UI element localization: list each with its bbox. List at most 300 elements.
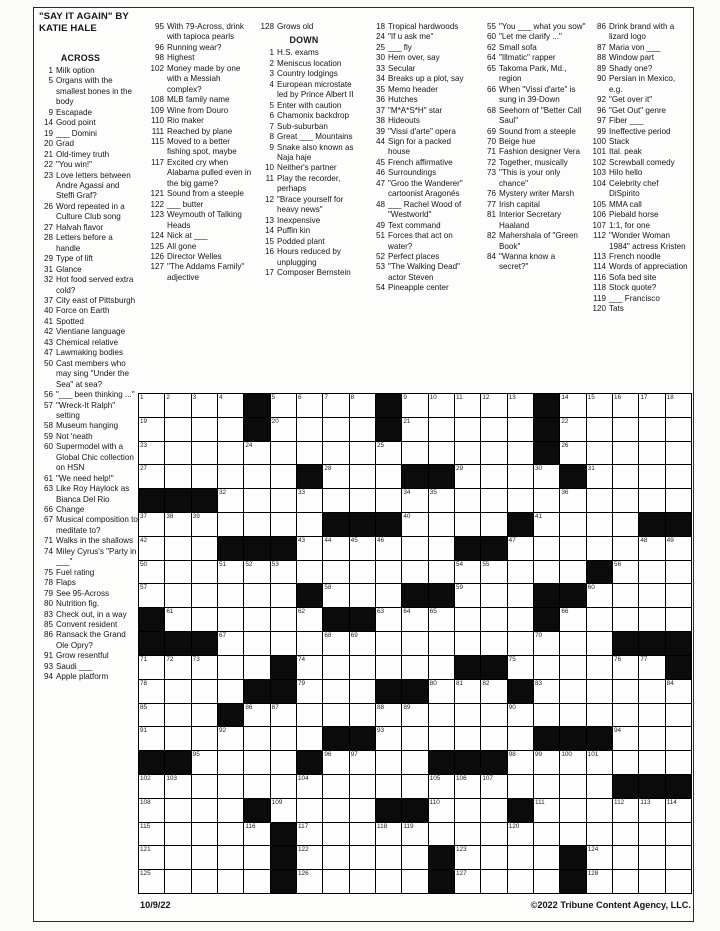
grid-cell[interactable]: [455, 727, 481, 751]
grid-cell[interactable]: [587, 513, 613, 537]
grid-cell[interactable]: [192, 656, 218, 680]
grid-cell[interactable]: [587, 751, 613, 775]
grid-cell[interactable]: [323, 465, 349, 489]
grid-cell[interactable]: [323, 775, 349, 799]
grid-cell[interactable]: [560, 608, 586, 632]
grid-cell[interactable]: [165, 799, 191, 823]
grid-cell[interactable]: [402, 394, 428, 418]
grid-cell[interactable]: [587, 608, 613, 632]
grid-cell[interactable]: [481, 442, 507, 466]
grid-cell[interactable]: [402, 489, 428, 513]
grid-cell[interactable]: [192, 704, 218, 728]
grid-cell[interactable]: [613, 799, 639, 823]
grid-cell[interactable]: [165, 846, 191, 870]
grid-cell[interactable]: [376, 584, 402, 608]
grid-cell[interactable]: [508, 561, 534, 585]
grid-cell[interactable]: [639, 751, 665, 775]
grid-cell[interactable]: [429, 727, 455, 751]
grid-cell[interactable]: [639, 608, 665, 632]
grid-cell[interactable]: [165, 680, 191, 704]
grid-cell[interactable]: [165, 418, 191, 442]
grid-cell[interactable]: [429, 418, 455, 442]
grid-cell[interactable]: [297, 656, 323, 680]
grid-cell[interactable]: [429, 537, 455, 561]
grid-cell[interactable]: [244, 751, 270, 775]
grid-cell[interactable]: [323, 680, 349, 704]
grid-cell[interactable]: [218, 465, 244, 489]
grid-cell[interactable]: [639, 489, 665, 513]
grid-cell[interactable]: [297, 418, 323, 442]
grid-cell[interactable]: [560, 704, 586, 728]
grid-cell[interactable]: [376, 656, 402, 680]
grid-cell[interactable]: [139, 418, 165, 442]
grid-cell[interactable]: [666, 537, 692, 561]
grid-cell[interactable]: [402, 656, 428, 680]
grid-cell[interactable]: [455, 442, 481, 466]
grid-cell[interactable]: [192, 846, 218, 870]
grid-cell[interactable]: [639, 680, 665, 704]
grid-cell[interactable]: [139, 584, 165, 608]
grid-cell[interactable]: [297, 632, 323, 656]
grid-cell[interactable]: [350, 465, 376, 489]
grid-cell[interactable]: [481, 846, 507, 870]
grid-cell[interactable]: [376, 727, 402, 751]
grid-cell[interactable]: [560, 394, 586, 418]
grid-cell[interactable]: [613, 489, 639, 513]
grid-cell[interactable]: [376, 537, 402, 561]
grid-cell[interactable]: [192, 727, 218, 751]
grid-cell[interactable]: [560, 775, 586, 799]
grid-cell[interactable]: [297, 608, 323, 632]
grid-cell[interactable]: [350, 775, 376, 799]
grid-cell[interactable]: [271, 608, 297, 632]
grid-cell[interactable]: [139, 656, 165, 680]
grid-cell[interactable]: [481, 418, 507, 442]
grid-cell[interactable]: [350, 823, 376, 847]
grid-cell[interactable]: [244, 632, 270, 656]
grid-cell[interactable]: [666, 823, 692, 847]
grid-cell[interactable]: [560, 513, 586, 537]
grid-cell[interactable]: [297, 846, 323, 870]
grid-cell[interactable]: [639, 846, 665, 870]
grid-cell[interactable]: [297, 775, 323, 799]
grid-cell[interactable]: [139, 846, 165, 870]
grid-cell[interactable]: [402, 561, 428, 585]
grid-cell[interactable]: [218, 442, 244, 466]
grid-cell[interactable]: [218, 656, 244, 680]
grid-cell[interactable]: [402, 775, 428, 799]
grid-cell[interactable]: [271, 632, 297, 656]
grid-cell[interactable]: [323, 751, 349, 775]
grid-cell[interactable]: [244, 561, 270, 585]
grid-cell[interactable]: [560, 561, 586, 585]
grid-cell[interactable]: [429, 489, 455, 513]
grid-cell[interactable]: [218, 394, 244, 418]
grid-cell[interactable]: [560, 418, 586, 442]
grid-cell[interactable]: [192, 465, 218, 489]
grid-cell[interactable]: [297, 799, 323, 823]
grid-cell[interactable]: [560, 489, 586, 513]
grid-cell[interactable]: [455, 465, 481, 489]
grid-cell[interactable]: [587, 394, 613, 418]
grid-cell[interactable]: [165, 823, 191, 847]
grid-cell[interactable]: [481, 870, 507, 894]
grid-cell[interactable]: [350, 632, 376, 656]
grid-cell[interactable]: [613, 561, 639, 585]
grid-cell[interactable]: [587, 442, 613, 466]
grid-cell[interactable]: [587, 418, 613, 442]
grid-cell[interactable]: [218, 823, 244, 847]
grid-cell[interactable]: [560, 799, 586, 823]
grid-cell[interactable]: [560, 442, 586, 466]
grid-cell[interactable]: [666, 846, 692, 870]
grid-cell[interactable]: [481, 584, 507, 608]
grid-cell[interactable]: [271, 465, 297, 489]
grid-cell[interactable]: [139, 704, 165, 728]
grid-cell[interactable]: [508, 442, 534, 466]
grid-cell[interactable]: [218, 846, 244, 870]
grid-cell[interactable]: [429, 632, 455, 656]
grid-cell[interactable]: [376, 465, 402, 489]
grid-cell[interactable]: [165, 704, 191, 728]
grid-cell[interactable]: [139, 561, 165, 585]
grid-cell[interactable]: [534, 823, 560, 847]
grid-cell[interactable]: [192, 799, 218, 823]
grid-cell[interactable]: [455, 418, 481, 442]
grid-cell[interactable]: [376, 775, 402, 799]
grid-cell[interactable]: [323, 537, 349, 561]
grid-cell[interactable]: [481, 465, 507, 489]
grid-cell[interactable]: [297, 537, 323, 561]
grid-cell[interactable]: [271, 442, 297, 466]
grid-cell[interactable]: [192, 442, 218, 466]
grid-cell[interactable]: [323, 561, 349, 585]
grid-cell[interactable]: [613, 870, 639, 894]
grid-cell[interactable]: [244, 465, 270, 489]
grid-cell[interactable]: [613, 537, 639, 561]
grid-cell[interactable]: [376, 751, 402, 775]
grid-cell[interactable]: [481, 775, 507, 799]
grid-cell[interactable]: [323, 656, 349, 680]
grid-cell[interactable]: [139, 680, 165, 704]
grid-cell[interactable]: [639, 584, 665, 608]
grid-cell[interactable]: [639, 799, 665, 823]
grid-cell[interactable]: [350, 584, 376, 608]
grid-cell[interactable]: [639, 537, 665, 561]
grid-cell[interactable]: [587, 465, 613, 489]
grid-cell[interactable]: [481, 704, 507, 728]
grid-cell[interactable]: [534, 846, 560, 870]
grid-cell[interactable]: [481, 513, 507, 537]
grid-cell[interactable]: [481, 632, 507, 656]
grid-cell[interactable]: [455, 799, 481, 823]
grid-cell[interactable]: [639, 561, 665, 585]
grid-cell[interactable]: [534, 775, 560, 799]
grid-cell[interactable]: [560, 537, 586, 561]
grid-cell[interactable]: [350, 489, 376, 513]
grid-cell[interactable]: [244, 442, 270, 466]
grid-cell[interactable]: [218, 584, 244, 608]
grid-cell[interactable]: [429, 442, 455, 466]
grid-cell[interactable]: [639, 656, 665, 680]
grid-cell[interactable]: [244, 704, 270, 728]
grid-cell[interactable]: [455, 489, 481, 513]
grid-cell[interactable]: [402, 513, 428, 537]
grid-cell[interactable]: [244, 846, 270, 870]
grid-cell[interactable]: [666, 799, 692, 823]
grid-cell[interactable]: [613, 680, 639, 704]
grid-cell[interactable]: [481, 823, 507, 847]
grid-cell[interactable]: [666, 608, 692, 632]
grid-cell[interactable]: [455, 608, 481, 632]
grid-cell[interactable]: [402, 751, 428, 775]
grid-cell[interactable]: [508, 418, 534, 442]
grid-cell[interactable]: [376, 846, 402, 870]
grid-cell[interactable]: [508, 656, 534, 680]
grid-cell[interactable]: [218, 680, 244, 704]
grid-cell[interactable]: [376, 561, 402, 585]
grid-cell[interactable]: [481, 561, 507, 585]
grid-cell[interactable]: [666, 704, 692, 728]
grid-cell[interactable]: [165, 775, 191, 799]
grid-cell[interactable]: [350, 561, 376, 585]
grid-cell[interactable]: [508, 704, 534, 728]
grid-cell[interactable]: [613, 727, 639, 751]
grid-cell[interactable]: [587, 680, 613, 704]
grid-cell[interactable]: [402, 823, 428, 847]
grid-cell[interactable]: [271, 561, 297, 585]
grid-cell[interactable]: [455, 394, 481, 418]
grid-cell[interactable]: [587, 704, 613, 728]
grid-cell[interactable]: [666, 394, 692, 418]
grid-cell[interactable]: [165, 561, 191, 585]
grid-cell[interactable]: [271, 394, 297, 418]
grid-cell[interactable]: [244, 513, 270, 537]
grid-cell[interactable]: [455, 870, 481, 894]
grid-cell[interactable]: [429, 775, 455, 799]
grid-cell[interactable]: [165, 465, 191, 489]
grid-cell[interactable]: [455, 846, 481, 870]
grid-cell[interactable]: [297, 394, 323, 418]
grid-cell[interactable]: [613, 418, 639, 442]
grid-cell[interactable]: [455, 513, 481, 537]
grid-cell[interactable]: [508, 632, 534, 656]
grid-cell[interactable]: [192, 561, 218, 585]
grid-cell[interactable]: [613, 846, 639, 870]
grid-cell[interactable]: [350, 704, 376, 728]
grid-cell[interactable]: [666, 680, 692, 704]
grid-cell[interactable]: [481, 680, 507, 704]
grid-cell[interactable]: [192, 775, 218, 799]
grid-cell[interactable]: [218, 799, 244, 823]
grid-cell[interactable]: [350, 751, 376, 775]
grid-cell[interactable]: [455, 584, 481, 608]
grid-cell[interactable]: [165, 442, 191, 466]
grid-cell[interactable]: [376, 489, 402, 513]
grid-cell[interactable]: [139, 537, 165, 561]
grid-cell[interactable]: [165, 656, 191, 680]
grid-cell[interactable]: [218, 489, 244, 513]
grid-cell[interactable]: [323, 489, 349, 513]
grid-cell[interactable]: [376, 870, 402, 894]
grid-cell[interactable]: [271, 775, 297, 799]
grid-cell[interactable]: [455, 680, 481, 704]
grid-cell[interactable]: [139, 823, 165, 847]
grid-cell[interactable]: [639, 704, 665, 728]
grid-cell[interactable]: [639, 465, 665, 489]
grid-cell[interactable]: [271, 751, 297, 775]
grid-cell[interactable]: [350, 656, 376, 680]
grid-cell[interactable]: [613, 751, 639, 775]
grid-cell[interactable]: [534, 799, 560, 823]
grid-cell[interactable]: [587, 537, 613, 561]
grid-cell[interactable]: [218, 775, 244, 799]
grid-cell[interactable]: [323, 799, 349, 823]
grid-cell[interactable]: [429, 799, 455, 823]
grid-cell[interactable]: [244, 870, 270, 894]
grid-cell[interactable]: [508, 608, 534, 632]
grid-cell[interactable]: [666, 870, 692, 894]
grid-cell[interactable]: [139, 465, 165, 489]
grid-cell[interactable]: [218, 632, 244, 656]
grid-cell[interactable]: [429, 823, 455, 847]
grid-cell[interactable]: [297, 513, 323, 537]
grid-cell[interactable]: [165, 584, 191, 608]
grid-cell[interactable]: [534, 870, 560, 894]
grid-cell[interactable]: [402, 608, 428, 632]
grid-cell[interactable]: [271, 584, 297, 608]
grid-cell[interactable]: [587, 489, 613, 513]
grid-cell[interactable]: [218, 608, 244, 632]
grid-cell[interactable]: [192, 537, 218, 561]
grid-cell[interactable]: [218, 727, 244, 751]
grid-cell[interactable]: [587, 799, 613, 823]
grid-cell[interactable]: [534, 537, 560, 561]
grid-cell[interactable]: [560, 823, 586, 847]
grid-cell[interactable]: [376, 608, 402, 632]
grid-cell[interactable]: [666, 442, 692, 466]
grid-cell[interactable]: [613, 656, 639, 680]
grid-cell[interactable]: [192, 513, 218, 537]
grid-cell[interactable]: [639, 418, 665, 442]
grid-cell[interactable]: [139, 775, 165, 799]
grid-cell[interactable]: [534, 632, 560, 656]
grid-cell[interactable]: [639, 394, 665, 418]
grid-cell[interactable]: [402, 727, 428, 751]
grid-cell[interactable]: [481, 608, 507, 632]
grid-cell[interactable]: [455, 632, 481, 656]
grid-cell[interactable]: [429, 513, 455, 537]
grid-cell[interactable]: [165, 537, 191, 561]
grid-cell[interactable]: [560, 632, 586, 656]
grid-cell[interactable]: [666, 751, 692, 775]
grid-cell[interactable]: [350, 846, 376, 870]
grid-cell[interactable]: [271, 799, 297, 823]
grid-cell[interactable]: [534, 513, 560, 537]
grid-cell[interactable]: [192, 608, 218, 632]
grid-cell[interactable]: [613, 584, 639, 608]
grid-cell[interactable]: [350, 680, 376, 704]
grid-cell[interactable]: [350, 537, 376, 561]
grid-cell[interactable]: [508, 465, 534, 489]
grid-cell[interactable]: [508, 751, 534, 775]
grid-cell[interactable]: [271, 727, 297, 751]
grid-cell[interactable]: [587, 775, 613, 799]
grid-cell[interactable]: [508, 584, 534, 608]
grid-cell[interactable]: [534, 704, 560, 728]
grid-cell[interactable]: [139, 870, 165, 894]
grid-cell[interactable]: [666, 561, 692, 585]
grid-cell[interactable]: [587, 656, 613, 680]
grid-cell[interactable]: [192, 418, 218, 442]
grid-cell[interactable]: [534, 489, 560, 513]
grid-cell[interactable]: [429, 561, 455, 585]
grid-cell[interactable]: [297, 704, 323, 728]
grid-cell[interactable]: [508, 775, 534, 799]
grid-cell[interactable]: [350, 799, 376, 823]
grid-cell[interactable]: [508, 846, 534, 870]
grid-cell[interactable]: [297, 680, 323, 704]
grid-cell[interactable]: [271, 489, 297, 513]
grid-cell[interactable]: [350, 418, 376, 442]
grid-cell[interactable]: [376, 632, 402, 656]
grid-cell[interactable]: [323, 394, 349, 418]
grid-cell[interactable]: [508, 537, 534, 561]
grid-cell[interactable]: [429, 704, 455, 728]
grid-cell[interactable]: [165, 513, 191, 537]
grid-cell[interactable]: [139, 394, 165, 418]
grid-cell[interactable]: [323, 823, 349, 847]
grid-cell[interactable]: [639, 442, 665, 466]
grid-cell[interactable]: [639, 823, 665, 847]
grid-cell[interactable]: [218, 513, 244, 537]
grid-cell[interactable]: [165, 608, 191, 632]
grid-cell[interactable]: [587, 584, 613, 608]
grid-cell[interactable]: [323, 418, 349, 442]
grid-cell[interactable]: [481, 394, 507, 418]
grid-cell[interactable]: [534, 561, 560, 585]
grid-cell[interactable]: [271, 513, 297, 537]
grid-cell[interactable]: [218, 870, 244, 894]
grid-cell[interactable]: [613, 442, 639, 466]
grid-cell[interactable]: [165, 394, 191, 418]
grid-cell[interactable]: [666, 465, 692, 489]
grid-cell[interactable]: [350, 442, 376, 466]
grid-cell[interactable]: [323, 870, 349, 894]
grid-cell[interactable]: [534, 751, 560, 775]
grid-cell[interactable]: [402, 632, 428, 656]
grid-cell[interactable]: [508, 870, 534, 894]
grid-cell[interactable]: [297, 561, 323, 585]
grid-cell[interactable]: [666, 727, 692, 751]
grid-cell[interactable]: [402, 442, 428, 466]
grid-cell[interactable]: [613, 465, 639, 489]
grid-cell[interactable]: [560, 656, 586, 680]
grid-cell[interactable]: [139, 727, 165, 751]
grid-cell[interactable]: [192, 823, 218, 847]
grid-cell[interactable]: [639, 870, 665, 894]
grid-cell[interactable]: [429, 680, 455, 704]
grid-cell[interactable]: [218, 418, 244, 442]
grid-cell[interactable]: [534, 680, 560, 704]
grid-cell[interactable]: [534, 656, 560, 680]
grid-cell[interactable]: [613, 823, 639, 847]
grid-cell[interactable]: [508, 489, 534, 513]
grid-cell[interactable]: [666, 489, 692, 513]
grid-cell[interactable]: [587, 632, 613, 656]
grid-cell[interactable]: [587, 846, 613, 870]
grid-cell[interactable]: [139, 799, 165, 823]
